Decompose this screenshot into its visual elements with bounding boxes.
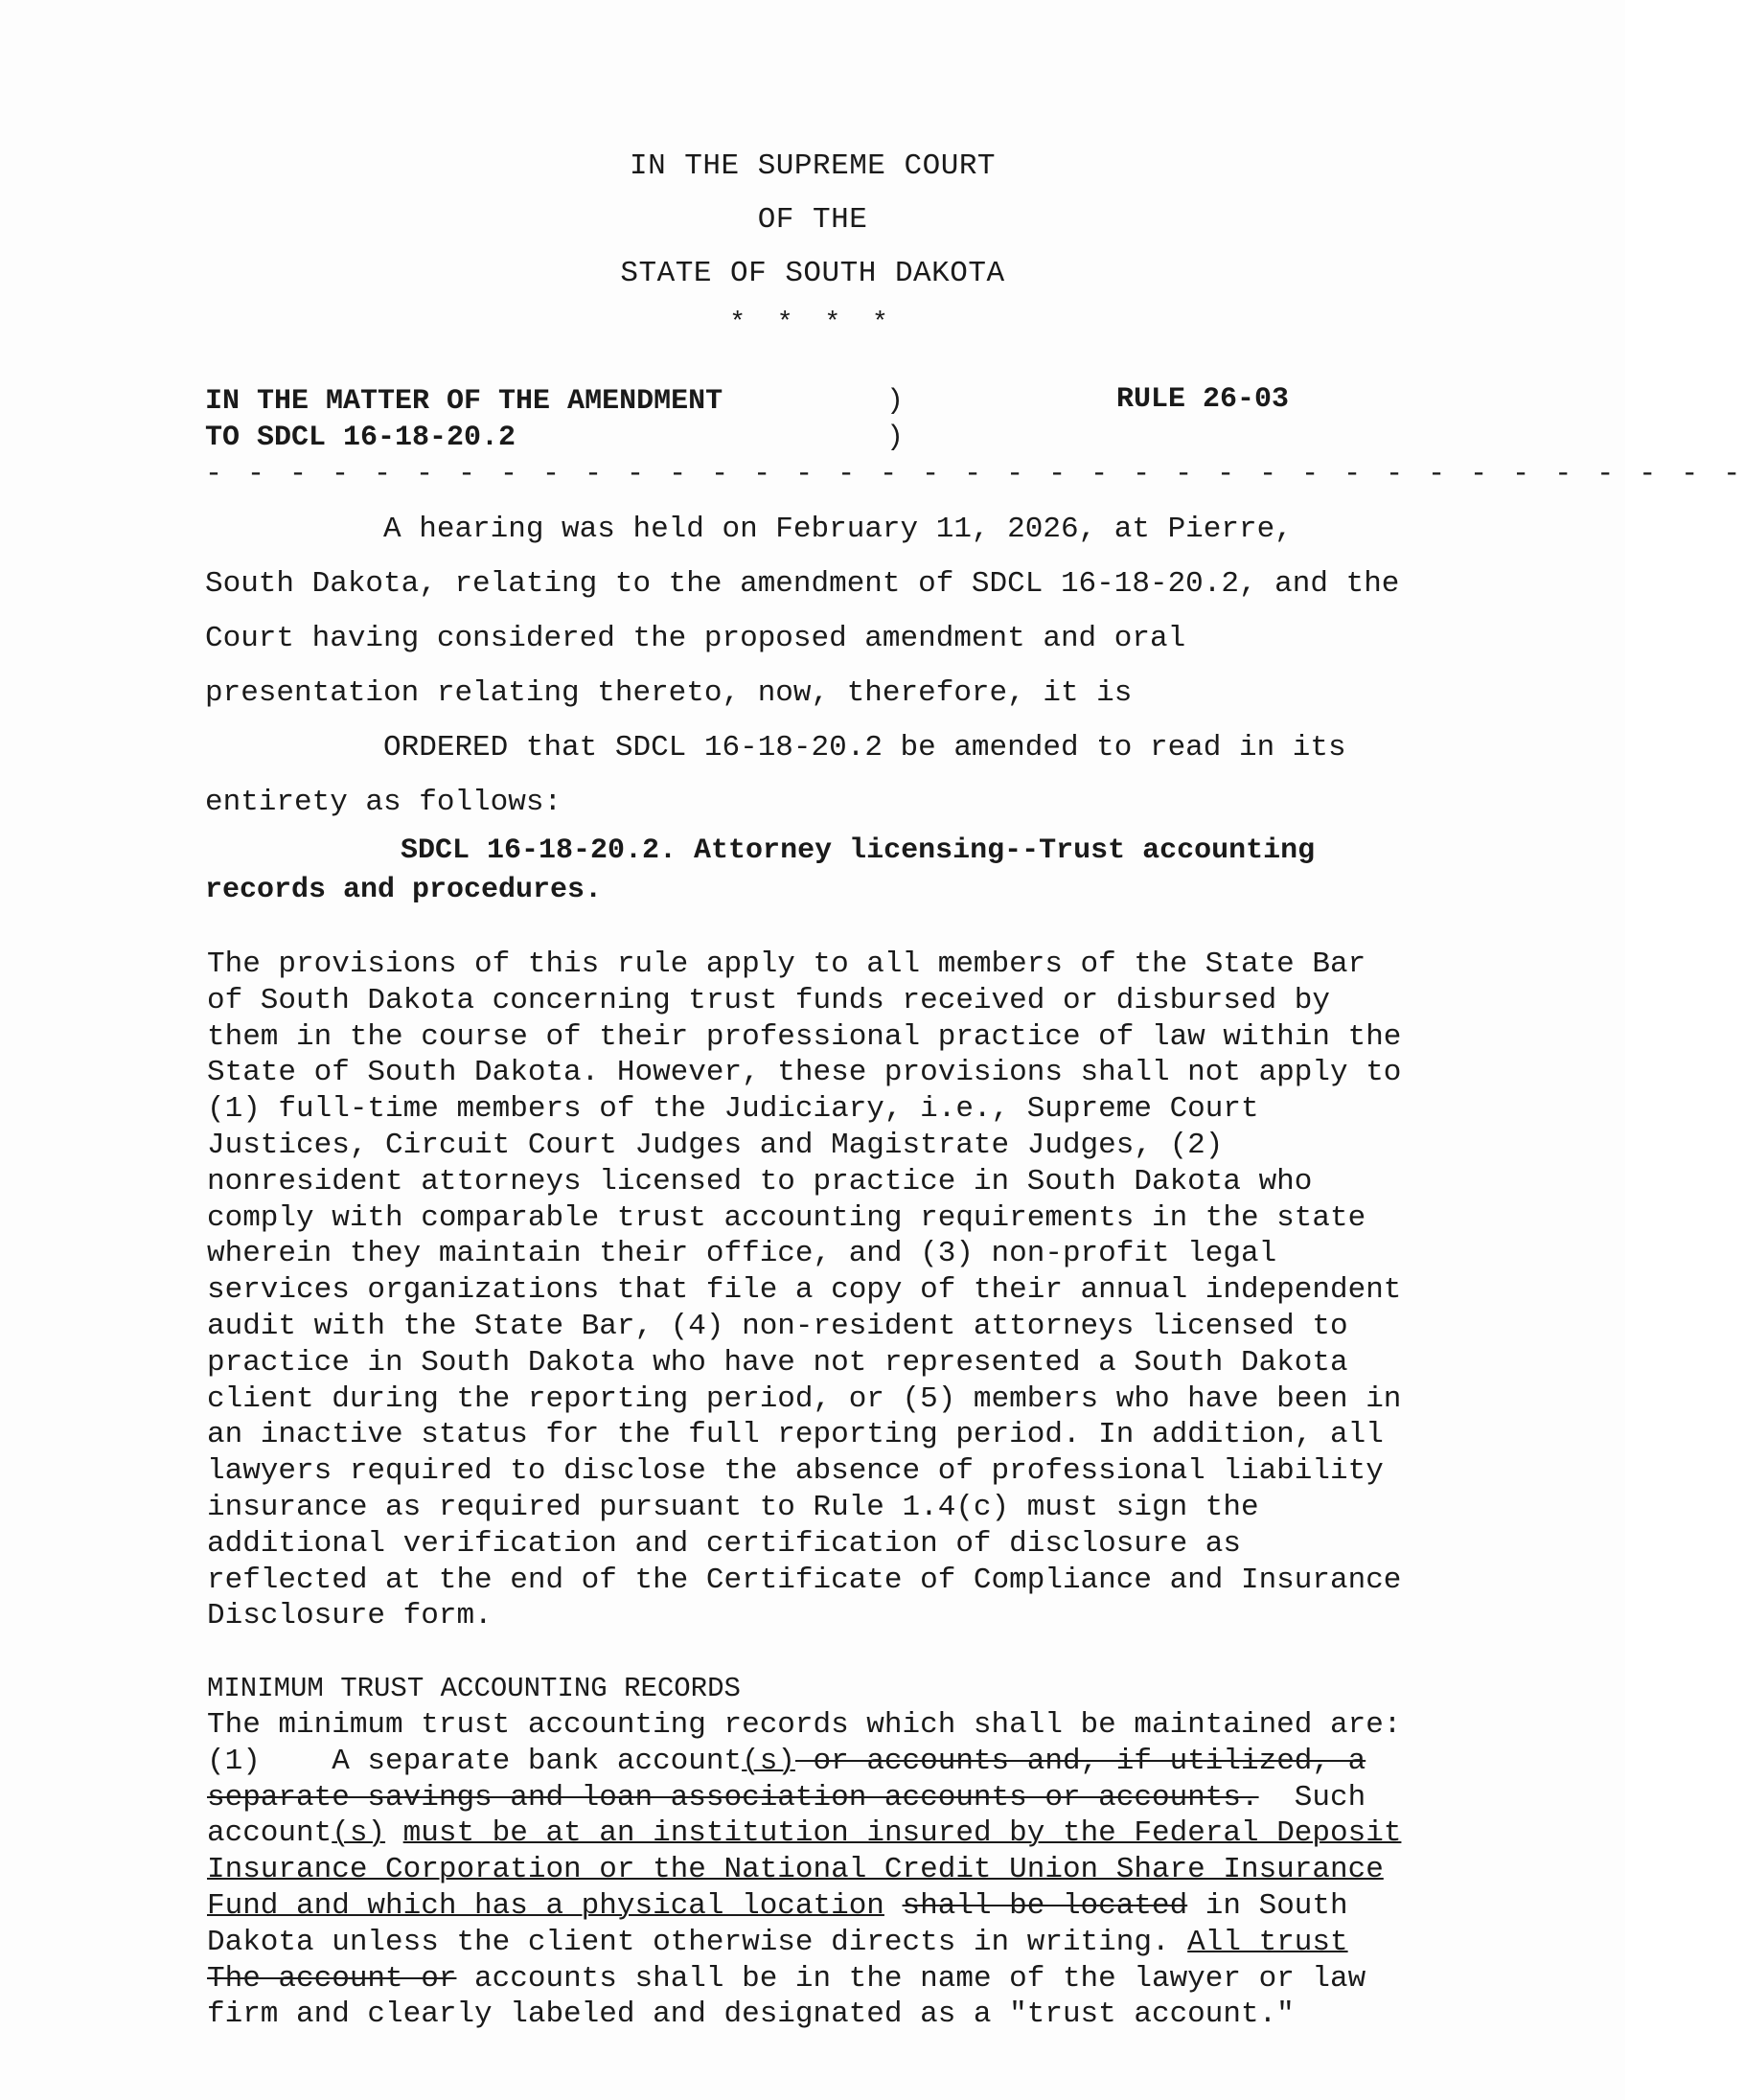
court-caption-line2: OF THE [757, 203, 868, 237]
hearing-paragraph: A hearing was held on February 11, 2026, at Pierre, South Dakota, relating to the amendment of SDCL 16-18-20.2, and the Court having considered the proposed amendment and oral presentation relating thereto, now, therefore, it is [205, 513, 1400, 710]
text-segment [884, 1889, 903, 1923]
caption-stars: * * * * [729, 308, 896, 338]
deleted-text: The account or [207, 1961, 457, 1996]
text-segment: A separate bank account [260, 1744, 743, 1778]
section-heading-line2: records and procedures. [205, 874, 603, 906]
text-segment: in South Dakota unless the client otherwise directs in writing. [207, 1888, 1348, 1959]
caption-bracket-2: ) [886, 422, 905, 454]
inserted-text: (s) [742, 1744, 795, 1778]
caption-separator: - - - - - - - - - - - - - - - - - - - - - - - - - - - - - - - - - - - - - [205, 458, 1744, 491]
inserted-text: must be at an institution insured by the Federal Deposit Insurance Corporation or the National Credit Union Share Insurance Fund and which has a physical location [207, 1816, 1402, 1923]
rule-number: RULE 26-03 [1116, 383, 1290, 416]
minimum-intro: The minimum trust accounting records which shall be maintained are: [207, 1708, 1402, 1742]
text-segment [385, 1816, 403, 1850]
matter-title-line2: TO SDCL 16-18-20.2 [205, 422, 516, 454]
section-heading-line1: SDCL 16-18-20.2. Attorney licensing--Trust accounting [401, 834, 1316, 867]
text-segment: Such account [207, 1780, 1366, 1851]
court-caption-line1: IN THE SUPREME COURT [629, 149, 997, 183]
section-heading [205, 832, 1508, 910]
inserted-text: (s) [332, 1816, 386, 1851]
deleted-text: shall be located [902, 1888, 1188, 1923]
ordered-paragraph: ORDERED that SDCL 16-18-20.2 be amended to read in its entirety as follows: [205, 731, 1346, 819]
deleted-text: or accounts and, if utilized, a separate savings and loan association accounts or accounts. [207, 1744, 1366, 1815]
item-number: (1) [207, 1744, 261, 1778]
text-segment: accounts shall be in the name of the lawyer or law firm and clearly labeled and designated as a "trust account." [207, 1961, 1366, 2032]
minimum-records-body [207, 1707, 1510, 2033]
caption-bracket-1: ) [886, 385, 905, 418]
matter-title-line1: IN THE MATTER OF THE AMENDMENT [205, 385, 723, 418]
court-caption-line3: STATE OF SOUTH DAKOTA [620, 257, 1005, 290]
inserted-text: All trust [1187, 1925, 1348, 1959]
minimum-records-title: MINIMUM TRUST ACCOUNTING RECORDS [207, 1673, 741, 1704]
provisions-paragraph: The provisions of this rule apply to all members of the State Bar of South Dakota concerning trust funds received or disbursed by them in the course of their professional practice of law within the State of South Dakota. However, these provisions shall not apply to (1) full-time members of the Judiciary, i.e., Supreme Court Justices, Circuit Court Judges and Magistrate Judges, (2) nonresident attorneys licensed to practice in South Dakota who comply with comparable trust accounting requirements in the state wherein they maintain their office, and (3) non-profit legal services organizations that file a copy of their annual independent audit with the State Bar, (4) non-resident attorneys licensed to practice in South Dakota who have not represented a South Dakota client during the reporting period, or (5) members who have been in an inactive status for the full reporting period. In addition, all lawyers required to disclose the absence of professional liability insurance as required pursuant to Rule 1.4(c) must sign the additional verification and certification of disclosure as reflected at the end of the Certificate of Compliance and Insurance Disclosure form. [207, 947, 1402, 1633]
